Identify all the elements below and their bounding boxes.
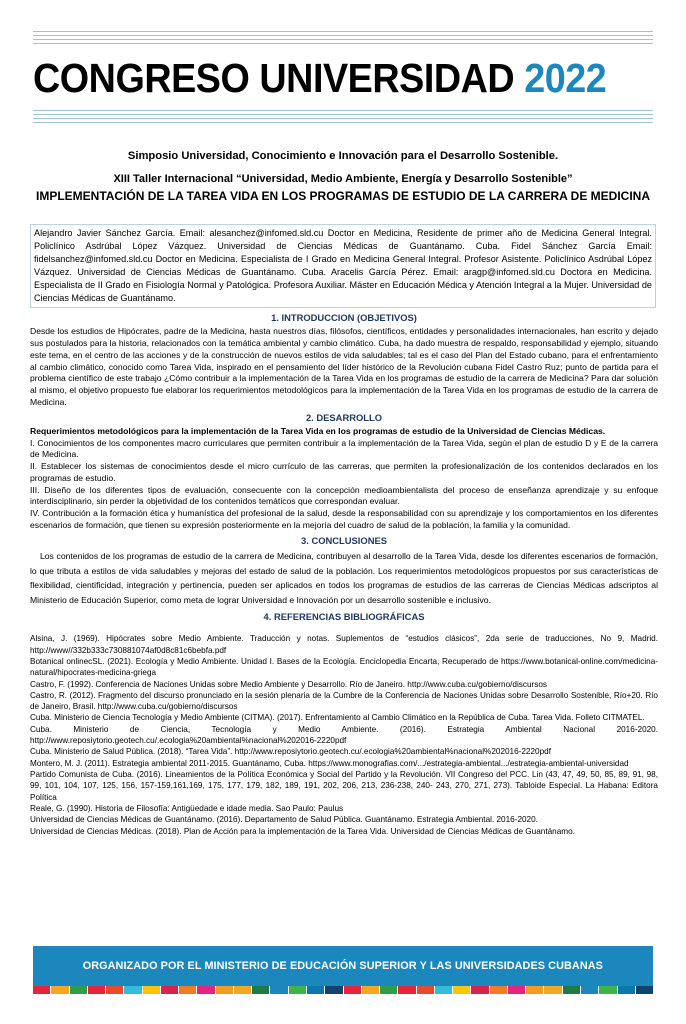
sdg-color-swatch (161, 986, 179, 994)
sdg-color-swatch (51, 986, 69, 994)
reference-item: Castro, R. (2012). Fragmento del discurso pronunciado en la sesión plenaria de la Cumbre de la Conferencia de Naciones Unidas sobre Desarrollo Sostenible, Río+20. Río de Janeiro, Brasil. http://www.cuba.cu/gobierno/discursos (30, 690, 658, 712)
section-heading-referencias: 4. REFERENCIAS BIBLIOGRÁFICAS (263, 611, 425, 623)
sdg-color-swatch (526, 986, 544, 994)
sdg-color-swatch (106, 986, 124, 994)
reference-item: Alsina, J. (1969). Hipócrates sobre Medio Ambiente. Traducción y notas. Suplementos de “estudios clásicos”, 2da serie de traducciones, No 9, Madrid. http://www//332b333c730881074af0d8c81c6bebfa.pdf (30, 634, 658, 655)
sdg-color-swatch (216, 986, 234, 994)
congress-title-year: 2022 (524, 55, 607, 101)
introduccion-paragraph: Desde los estudios de Hipócrates, padre de la Medicina, hasta nuestros días, filósofos, científicos, entidades y personalidades internacionales, han escrito y dejado sus postulados para la historia, relacionados con la temática ambiental y cambio climático. Cuba, ha dado muestra de respaldo, responsabilidad y ejemplo, situando este tema, en el centro de las acciones y de la construcción de nuevos estilos de vida saludables; tal es el caso del Plan del Estado cubano, para el enfrentamiento al cambio climático, conocido como Tarea Vida, inspirado en el pensamiento del líder histórico de la Revolución cubana Fidel Castro Ruz; punto de partida para el problema científico de este trabajo ¿Cómo contribuir a la implementación de la Tarea Vida en los programas de estudio de la carrera de Medicina? Para dar solución al mismo, el objetivo propuesto fue elaborar los requerimientos metodológicos para la implementación de la Tarea Vida en los programas de estudio de la carrera de Medicina. (30, 326, 658, 407)
sdg-color-swatch (563, 986, 581, 994)
sdg-color-swatch (289, 986, 307, 994)
sdg-color-swatch (179, 986, 197, 994)
reference-item: Partido Comunista de Cuba. (2016). Lineamientos de la Política Económica y Social del Partido y la Revolución. VII Congreso del PCC. Lin (43, 47, 49, 50, 85, 89, 91, 98, 99, 101, 104, 107, 125, 156, 157-159,161,169, 175, 177, 179, 182, 189, 191, 202, 206, 213, 236-238, 240- 243, 270, 271, 273). Tabloide Especial. La Habana: Editora Política (30, 770, 658, 802)
sdg-color-swatch (33, 986, 51, 994)
title-block (22, 150, 664, 204)
sdg-color-swatch (88, 986, 106, 994)
sdg-color-swatch (618, 986, 636, 994)
sdg-color-swatch (70, 986, 88, 994)
sdg-color-swatch (362, 986, 380, 994)
header-rule-top (33, 31, 653, 44)
congress-title (33, 55, 607, 101)
sdg-color-swatch (544, 986, 562, 994)
reference-item: Cuba. Ministerio de Salud Pública. (2018). “Tarea Vida”. http://www.reposiytorio.geotech.cu/.ecologia%20ambiental%nacional%202016-2220pdf (30, 747, 551, 757)
reference-item: Universidad de Ciencias Médicas. (2018). Plan de Acción para la implementación de la Tarea Vida. Universidad de Ciencias Médicas de Guantánamo. (30, 826, 575, 836)
sdg-color-swatch (417, 986, 435, 994)
reference-item: Castro, F. (1992). Conferencia de Naciones Unidas sobre Medio Ambiente y Desarrollo. Río de Janeiro. http://www.cuba.cu/gobierno/discursos (30, 679, 547, 689)
organizer-banner (33, 946, 653, 986)
congress-title-main: CONGRESO UNIVERSIDAD (33, 55, 515, 101)
section-heading-desarrollo: 2. DESARROLLO (305, 411, 383, 423)
desarrollo-item: III. Diseño de los diferentes tipos de evaluación, consecuente con la concepción medioambientalista del proceso de enseñanza aprendizaje y su enfoque interdisciplinario, sin perder la objetividad de los contenidos temáticos que correspondan evaluar. (30, 484, 658, 507)
reference-item: Reale, G. (1990). Historia de Filosofía: Antigüedade e idade media. Sao Paulo: Paulus (30, 803, 344, 813)
rule-line (33, 31, 653, 32)
sdg-color-swatch (490, 986, 508, 994)
sdg-color-swatch (325, 986, 343, 994)
reference-item: Montero, M. J. (2011). Estrategia ambiental 2011-2015. Guantánamo, Cuba. https://www.monografias.com/.../estrategia-ambiental.../estrategia-ambiental-universidad (30, 758, 629, 768)
desarrollo-item: IV. Contribución a la formación ética y humanística del profesional de la salud, desde la responsabilidad con su aprendizaje y los comportamientos en los diferentes escenarios de formación, que tienen su expresión posteriormente en la mejoría del cuadro de salud de la población, la familia y la comunidad. (30, 508, 658, 530)
sdg-color-swatch (380, 986, 398, 994)
section-heading-introduccion: 1. INTRODUCCION (OBJETIVOS) (271, 312, 417, 323)
conclusiones-paragraph: Los contenidos de los programas de estudio de la carrera de Medicina, contribuyen al desarrollo de la Tarea Vida, desde los diferentes escenarios de formación, lo que tributa a estilos de vida saludables y mejoras del estado de salud de la población. Los requerimientos metodológicos propuestos por sus características de flexibilidad, cientificidad, integración y pertinencia, pueden ser aplicados en todos los programas de estudios de las carreras de Ciencias Médicas adscriptos al Ministerio de Educación Superior, como meta de lograr Universidad e Innovación por un desarrollo sostenible e inclusivo. (30, 550, 658, 606)
sdg-color-swatch (252, 986, 270, 994)
sdg-color-swatch (197, 986, 215, 994)
sdg-color-swatch (508, 986, 526, 994)
sdg-color-swatch (599, 986, 617, 994)
sdg-color-swatch (471, 986, 489, 994)
sdg-color-swatch (270, 986, 288, 994)
authors-box: Alejandro Javier Sánchez García. Email: alesanchez@infomed.sld.cu Doctor en Medicina, Residente de primer año de Medicina General Integral. Policlínico Asdrúbal López Vázquez. Universidad de Ciencias Médicas de Guantánamo. Cuba. Fidel Sánchez García Email: fidelsanchez@infomed.sld.cu Doctor en Medicina. Especialista de I Grado en Medicina General Integral. Profesor Asistente. Policlínico Asdrúbal López Vázquez. Universidad de Ciencias Médicas de Guantánamo. Cuba. Aracelis García Pérez. Email: aragp@infomed.sld.cu Doctora en Medicina. Especialista de II Grado en Fisiología Normal y Patológica. Profesora Auxiliar. Máster en Educación Médica y Atención Integral a la Mujer. Universidad de Ciencias Médicas de Guantánamo. (30, 224, 656, 308)
workshop-title: XIII Taller Internacional “Universidad, Medio Ambiente, Energía y Desarrollo Sostenible” (113, 173, 573, 186)
poster-body (30, 312, 658, 837)
references-list (30, 633, 658, 837)
sdg-color-swatch (636, 986, 653, 994)
desarrollo-item: I. Conocimientos de los componentes macro curriculares que permiten contribuir a la implementación de la Tarea Vida, según el plan de estudio D y E de la carrera de Medicina. (30, 437, 658, 460)
sdg-color-swatch (143, 986, 161, 994)
sdg-color-swatch (453, 986, 471, 994)
sdg-color-swatch (234, 986, 252, 994)
reference-item: Cuba. Ministerio de Ciencia Tecnología y Medio Ambiente (CITMA). (2017). Enfrentamiento al Cambio Climático en la República de Cuba. Tarea Vida. Folleto CITMATEL. (30, 713, 645, 723)
reference-item: Cuba. Ministerio de Ciencia, Tecnología y Medio Ambiente. (2016). Estrategia Ambiental Nacional 2016-2020. http://www.reposiytorio.geotech.cu/.ecologia%20ambiental%nacional%202016-2220pdf (30, 724, 658, 746)
sdg-color-swatch (124, 986, 142, 994)
rule-line (33, 114, 653, 115)
header-rule-bottom (33, 110, 653, 123)
sdg-color-swatch (581, 986, 599, 994)
sdg-color-swatch (398, 986, 416, 994)
symposium-title: Simposio Universidad, Conocimiento e Innovación para el Desarrollo Sostenible. (127, 150, 559, 162)
sdg-color-swatch (435, 986, 453, 994)
sdg-color-strip (33, 986, 653, 994)
desarrollo-item: II. Establecer los sistemas de conocimientos desde el micro currículo de las carreras, que permiten la profesionalización de los contenidos declarados en los programas de estudio. (30, 461, 658, 483)
rule-line (33, 110, 653, 111)
rule-line (33, 35, 653, 36)
reference-item: Universidad de Ciencias Médicas de Guantánamo. (2016). Departamento de Salud Pública. Guantánamo. Estrategia Ambiental. 2016-2020. (30, 815, 538, 825)
sdg-color-swatch (344, 986, 362, 994)
poster-footer (33, 946, 653, 994)
sdg-color-swatch (307, 986, 325, 994)
organizer-banner-text: ORGANIZADO POR EL MINISTERIO DE EDUCACIÓN SUPERIOR Y LAS UNIVERSIDADES CUBANAS (82, 960, 604, 972)
rule-line (33, 122, 653, 123)
rule-line (33, 118, 653, 119)
section-heading-conclusiones: 3. CONCLUSIONES (301, 534, 387, 546)
rule-line (33, 39, 653, 40)
reference-item: Botanical onlinecSL. (2021). Ecología y Medio Ambiente. Unidad I. Bases de la Ecología. Enciclopedia Encarta, Recuperado de https://www.botanical-online.com/medicina-natural/hipocrates-medicina-griega (30, 656, 658, 678)
page-title: IMPLEMENTACIÓN DE LA TAREA VIDA EN LOS PROGRAMAS DE ESTUDIO DE LA CARRERA DE MEDICINA (35, 188, 650, 203)
poster-header (0, 0, 686, 130)
rule-line (33, 43, 653, 44)
desarrollo-lead: Requerimientos metodológicos para la implementación de la Tarea Vida en los programas de estudio de la Universidad de Ciencias Médicas. (30, 425, 606, 436)
